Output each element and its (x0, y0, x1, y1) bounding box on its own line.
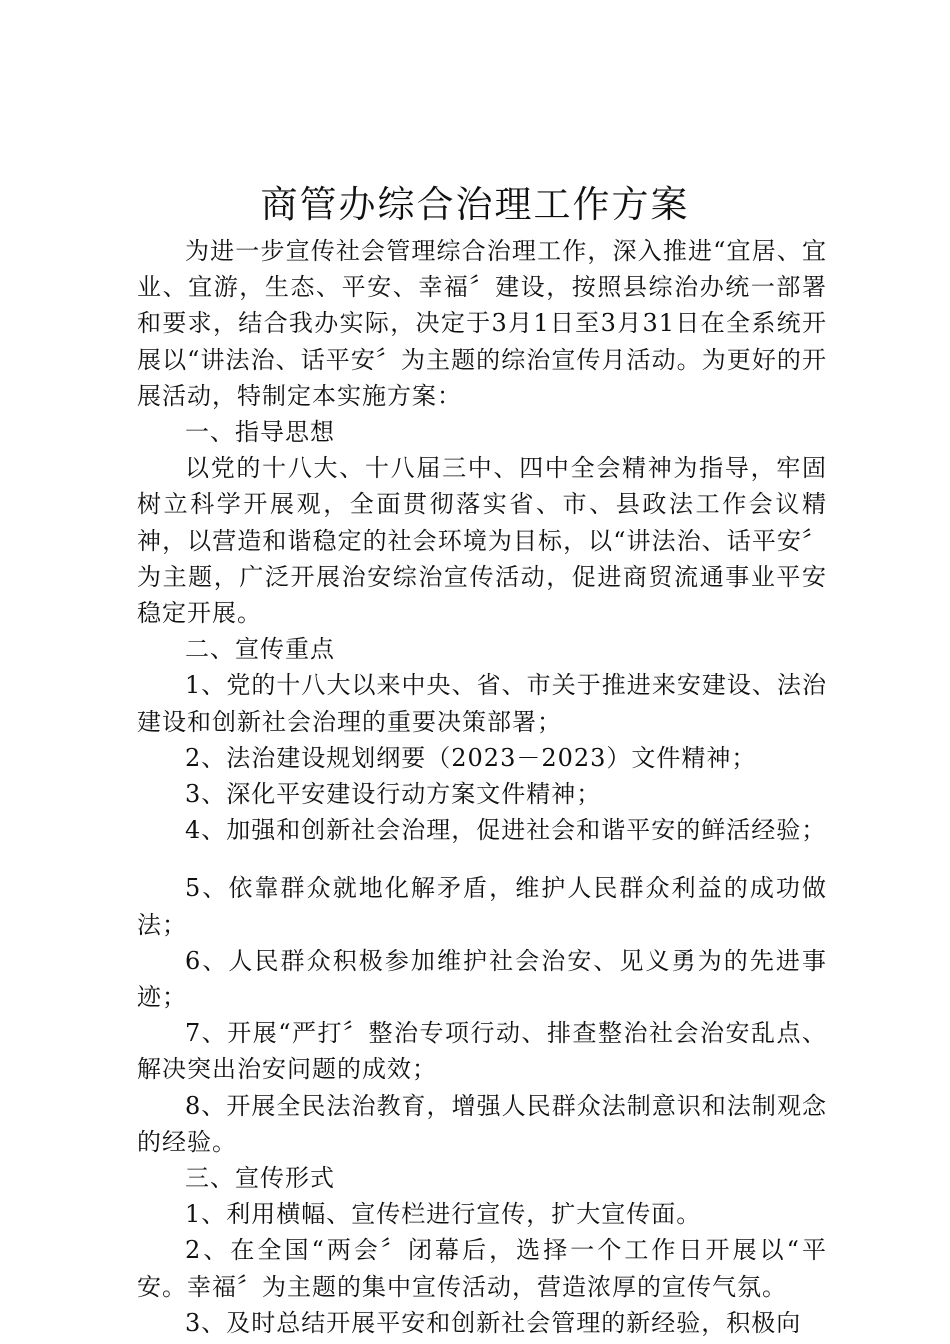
list-item-form-2: 2、在全国“两会〞闭幕后，选择一个工作日开展以“平安。幸福〞为主题的集中宣传活动，营造浓厚的宣传气氛。 (137, 1236, 827, 1301)
list-item-focus-8: 8、开展全民法治教育，增强人民群众法制意识和法制观念的经验。 (137, 1091, 827, 1156)
document-body (137, 233, 827, 1341)
document-title: 商管办综合治理工作方案 (260, 183, 690, 226)
list-item-focus-6: 6、人民群众积极参加维护社会治安、见义勇为的先进事迹； (137, 946, 827, 1012)
list-item-form-1: 1、利用横幅、宣传栏进行宣传，扩大宣传面。 (185, 1200, 702, 1229)
list-item-focus-2: 2、法治建设规划纲要（2023－2023）文件精神； (185, 743, 757, 772)
list-item-form-3: 3、及时总结开展平安和创新社会管理的新经验，积极向 (185, 1308, 802, 1337)
list-item-focus-3: 3、深化平安建设行动方案文件精神； (185, 780, 602, 809)
heading-guiding-ideology: 一、指导思想 (185, 418, 335, 447)
paragraph-guiding-ideology: 以党的十八大、十八届三中、四中全会精神为指导，牢固树立科学开展观，全面贯彻落实省、市、县政法工作会议精神，以营造和谐稳定的社会环境为目标，以“讲法治、话平安〞为主题，广泛开展治安综治宣传活动，促进商贸流通事业平安稳定开展。 (137, 454, 827, 628)
list-item-focus-4: 4、加强和创新社会治理，促进社会和谐平安的鲜活经验； (185, 816, 827, 845)
list-item-focus-7: 7、开展“严打〞整治专项行动、排查整治社会治安乱点、解决突出治安问题的成效； (137, 1019, 827, 1084)
heading-publicity-form: 三、宣传形式 (185, 1164, 335, 1193)
list-item-focus-1: 1、党的十八大以来中央、省、市关于推进来安建设、法治建设和创新社会治理的重要决策部署； (137, 671, 827, 736)
paragraph-intro: 为进一步宣传社会管理综合治理工作，深入推进“宜居、宜业、宜游，生态、平安、幸福〞建设，按照县综治办统一部署和要求，结合我办实际，决定于3月1日至3月31日在全系统开展以“讲法治、话平安〞为主题的综治宣传月活动。为更好的开展活动，特制定本实施方案： (137, 237, 827, 410)
list-item-focus-5: 5、依靠群众就地化解矛盾，维护人民群众利益的成功做法； (137, 874, 827, 939)
heading-publicity-focus: 二、宣传重点 (185, 635, 335, 664)
